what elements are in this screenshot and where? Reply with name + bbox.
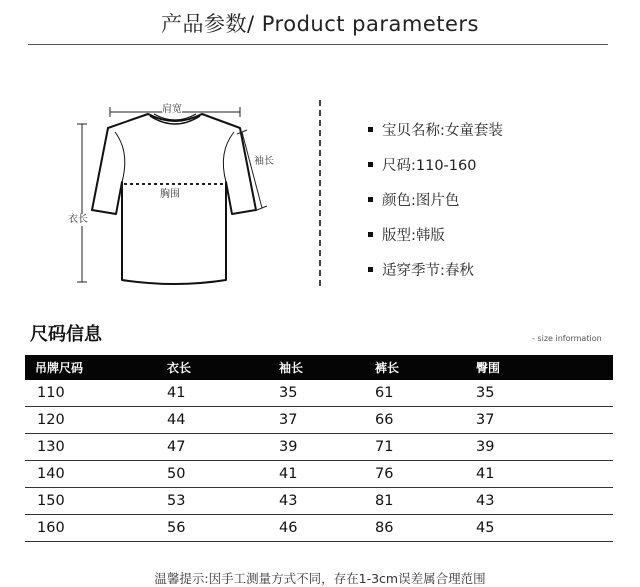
size-table	[25, 355, 613, 542]
spec-item	[368, 182, 503, 217]
table-cell: 130	[37, 439, 65, 455]
spec-text: 尺码:110-160	[382, 158, 477, 174]
table-cell: 35	[476, 385, 495, 401]
spec-text: 适穿季节:春秋	[382, 263, 474, 279]
bullet-icon	[368, 127, 373, 132]
table-cell: 43	[279, 493, 298, 509]
size-section-subtitle: - size information	[532, 334, 602, 343]
bullet-icon	[368, 197, 373, 202]
table-cell: 35	[279, 385, 298, 401]
table-cell: 43	[476, 493, 495, 509]
table-cell: 41	[476, 466, 495, 482]
shoulder-width-label: 肩宽	[162, 104, 182, 115]
table-cell: 56	[167, 520, 186, 536]
spec-item	[368, 217, 503, 252]
measurement-note: 温馨提示:因手工测量方式不同，存在1-3cm误差属合理范围	[154, 571, 486, 586]
table-cell: 41	[167, 385, 186, 401]
header-cell: 臀围	[476, 361, 501, 375]
table-cell: 110	[37, 385, 65, 401]
spec-list	[368, 112, 503, 287]
table-cell: 47	[167, 439, 186, 455]
page-title: 产品参数/ Product parameters	[161, 12, 479, 36]
table-cell: 37	[279, 412, 298, 428]
table-cell: 120	[37, 412, 65, 428]
size-section-title: 尺码信息	[30, 324, 102, 345]
table-cell: 61	[375, 385, 394, 401]
title-divider	[28, 44, 608, 45]
table-cell: 44	[167, 412, 186, 428]
sleeve-length-label: 袖长	[254, 156, 274, 167]
table-header	[25, 355, 613, 380]
spec-text: 宝贝名称:女童套装	[382, 123, 503, 139]
spec-text: 颜色:图片色	[382, 193, 460, 209]
spec-item	[368, 147, 503, 182]
table-cell: 150	[37, 493, 65, 509]
table-cell: 39	[279, 439, 298, 455]
length-label: 衣长	[68, 214, 88, 225]
spec-text: 版型:韩版	[382, 228, 445, 244]
table-cell: 71	[375, 439, 394, 455]
table-cell: 53	[167, 493, 186, 509]
chest-label: 胸围	[160, 189, 180, 200]
table-cell: 46	[279, 520, 298, 536]
header-cell: 衣长	[167, 361, 192, 375]
spec-item	[368, 112, 503, 147]
table-cell: 140	[37, 466, 65, 482]
spec-item	[368, 252, 503, 287]
table-row	[25, 515, 613, 542]
table-cell: 50	[167, 466, 186, 482]
table-cell: 45	[476, 520, 495, 536]
table-cell: 37	[476, 412, 495, 428]
table-row	[25, 488, 613, 515]
table-row	[25, 380, 613, 407]
table-cell: 41	[279, 466, 298, 482]
header-cell: 袖长	[279, 361, 304, 375]
table-cell: 66	[375, 412, 394, 428]
header-cell: 吊牌尺码	[35, 361, 84, 375]
table-cell: 39	[476, 439, 495, 455]
table-row	[25, 461, 613, 488]
table-cell: 86	[375, 520, 394, 536]
vertical-divider	[319, 100, 321, 286]
bullet-icon	[368, 232, 373, 237]
tshirt-diagram	[70, 92, 280, 292]
header-cell: 裤长	[375, 361, 400, 375]
table-cell: 81	[375, 493, 394, 509]
table-row	[25, 434, 613, 461]
table-cell: 76	[375, 466, 394, 482]
bullet-icon	[368, 267, 373, 272]
bullet-icon	[368, 162, 373, 167]
table-row	[25, 407, 613, 434]
table-cell: 160	[37, 520, 65, 536]
